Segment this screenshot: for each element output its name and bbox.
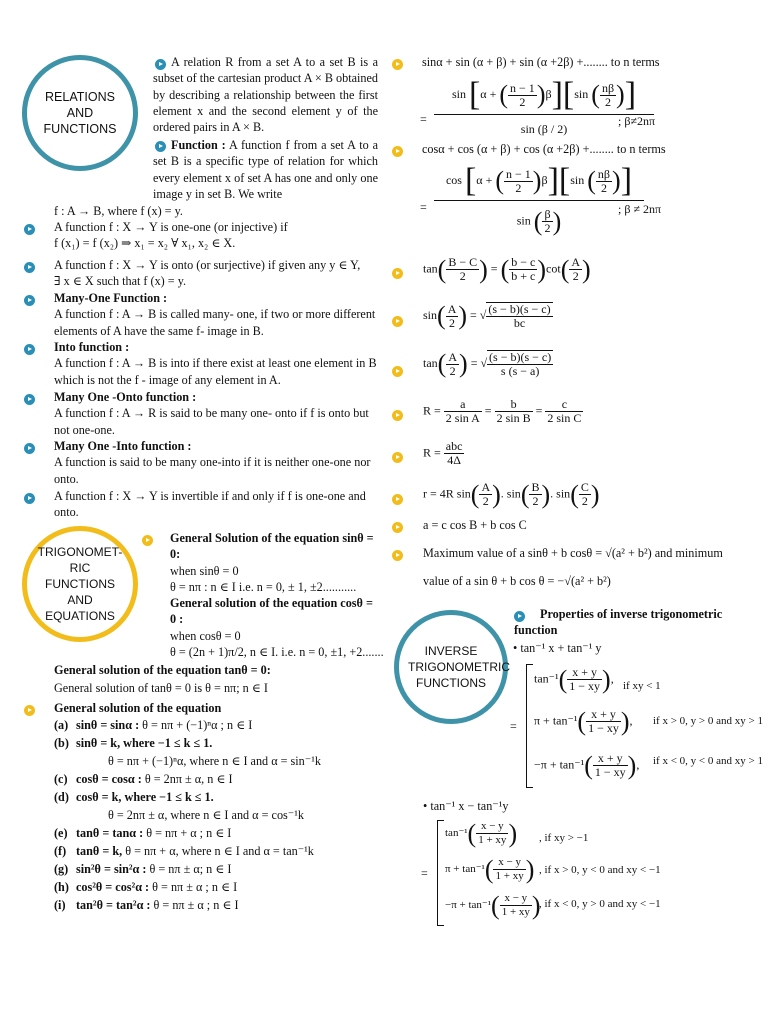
one-one-def: A function f : X → Y is one-one (or injective) if [54,220,288,234]
bullet-icon [392,494,403,505]
into-title: Into function : [54,340,130,354]
bullet-icon [24,705,35,716]
many-one-into-title: Many One -Into function : [54,439,192,453]
bullet-icon [392,550,403,561]
sin-zero-block [170,530,384,660]
tan-sum-cases: = tan⁻¹( $\frac{x + y}{1 - xy}$ ), if xy < 1 π + tan⁻¹( $\frac{x + y}{1 - xy}$ ), if x > 0, y > 0 and xy > 1 −π + tan⁻¹( $\frac{x + y}{1 - xy}$ ), if x < 0, y < 0 and xy > 1 [510,664,760,788]
sin-half-formula: sin( $\frac{A}{2}$ ) = √ $\frac{(s - b)(s - c)}{bc}$ [423,301,551,330]
many-one-block [54,290,379,339]
function-label: Function : [171,138,226,152]
bullet-icon [24,394,35,405]
general-solution-list [54,717,384,915]
many-one-onto-title: Many One -Onto function : [54,390,197,404]
function-definition [153,137,378,202]
gs-row: (i) tan²θ = tan²α : θ = nπ ± α ; n ∈ I [54,898,239,912]
gs-row: (f) tanθ = k, θ = nπ + α, where n ∈ I and α = tan⁻¹k [54,844,314,858]
into-def: A function f : A → B is into if there exist at least one element in B which is not the f - image of any element in A. [54,356,377,387]
relations-circle-title: RELATIONS AND FUNCTIONS [43,90,117,136]
gs-row: (d) cosθ = k, where −1 ≤ k ≤ 1. [54,790,214,804]
into-block [54,339,379,388]
onto-text: A function f : X → Y is onto (or surjective) if given any y ∈ Y, ∃ x ∈ X such that f (x) = y. [54,258,361,289]
one-one-text [54,219,380,252]
cos-series-title: cosα + cos (α + β) + cos (α +2β) +........ to n terms [422,142,666,156]
relations-circle [22,55,138,171]
beta-condition-2: ; β ≠ 2nπ [618,202,662,216]
tan-half-diff-formula: tan( $\frac{B - C}{2}$ ) = ( $\frac{b - c}{b + c}$ )cot( $\frac{A}{2}$ ) [423,254,591,284]
inverse-props-title: Properties of inverse trigonometric function [514,607,723,638]
trig-circle [22,526,138,642]
bullet-icon [24,443,35,454]
one-one-cond: f (x₁) = f (x₂) ⇒ x₁ = x₂ ∀ x₁, x₂ ∈ X. [54,236,236,251]
gs-row: (h) cos²θ = cos²α : θ = nπ ± α ; n ∈ I [54,880,238,894]
many-one-onto-def: A function f : A → R is said to be many one- onto if f is onto but not one-one. [54,406,369,437]
tan-half-formula: tan( $\frac{A}{2}$ ) = √ $\frac{(s - b)(s - c)}{s (s - a)}$ [423,349,552,378]
gs-row: (g) sin²θ = sin²α : θ = nπ ± α; n ∈ I [54,862,232,876]
gs-row: (e) tanθ = tanα : θ = nπ + α ; n ∈ I [54,826,232,840]
many-one-def: A function f : A → B is called many- one, if two or more different elements of A have the same f- image in B. [54,307,376,338]
bullet-icon [392,316,403,327]
tan-diff-cases: = tan⁻¹( $\frac{x - y}{1 + xy}$ ) , if xy > −1 π + tan⁻¹( $\frac{x - y}{1 + xy}$ ) , if x > 0, y < 0 and xy < −1 −π + tan⁻¹( $\frac{x - y}{1 + xy}$ ) , if x < 0, y > 0 and xy < −1 [421,820,721,926]
inradius-formula: r = 4R sin( $\frac{A}{2}$ ). sin( $\frac{B}{2}$ ). sin( $\frac{C}{2}$ ) [423,479,600,509]
invertible-text: A function f : X → Y is invertible if and only if f is one-one and onto. [54,489,366,520]
function-notation: f : A → B, where f (x) = y. [54,204,183,218]
bullet-icon [392,146,403,157]
tan-zero-title: General solution of the equation tanθ = 0: [54,663,271,677]
bullet-icon [392,366,403,377]
bullet-icon [142,535,153,546]
sin-zero-title: General Solution of the equation sinθ = 0: [170,531,374,562]
sin-zero-solution: θ = nπ : n ∈ I i.e. n = 0, ± 1, ±2........... [170,579,357,594]
bullet-icon [24,224,35,235]
tan-zero-solution: General solution of tanθ = 0 is θ = nπ; n ∈ I [54,681,268,695]
beta-condition-1: ; β≠2nπ [618,114,656,128]
bullet-icon [392,522,403,533]
sine-rule-formula: R = $\frac{a}{\text{2 sin A}}$ = $\frac{b}{\text{2 sin B}}$ = $\frac{c}{\text{2 sin C}}$ [423,397,582,425]
gs-row: (b) sinθ = k, where −1 ≤ k ≤ 1. [54,736,213,750]
general-solution-title: General solution of the equation [54,701,222,715]
min-value-text: value of a sin θ + b cos θ = −√(a² + b²) [423,574,611,588]
many-one-onto-block [54,389,379,438]
inverse-trig-circle [394,610,508,724]
bullet-icon [24,295,35,306]
bullet-icon [392,452,403,463]
gs-row: (a) sinθ = sinα : θ = nπ + (−1)ⁿα ; n ∈ I [54,718,253,732]
function-text: A function f from a set A to a set B is a specific type of relation for which every element x of set A has one and only one image y in set B. We write [153,138,379,201]
many-one-into-block [54,438,379,487]
tan-diff-head: • tan⁻¹ x − tan⁻¹y [423,799,509,813]
many-one-into-def: A function is said to be many one-into if it is neither one-one nor onto. [54,455,371,486]
trig-circle-title: TRIGONOMET-RIC FUNCTIONS AND EQUATIONS [37,545,123,623]
bullet-icon [392,410,403,421]
many-one-title: Many-One Function : [54,291,168,305]
bullet-icon [392,268,403,279]
sin-series-title: sinα + sin (α + β) + sin (α +2β) +........ to n terms [422,55,660,69]
tan-sum-head: • tan⁻¹ x + tan⁻¹ y [513,641,602,655]
projection-formula: a = c cos B + b cos C [423,518,527,532]
bullet-icon [24,262,35,273]
gs-row: θ = nπ + (−1)ⁿα, where n ∈ I and α = sin⁻¹k [108,754,321,768]
sin-zero-when: when sinθ = 0 [170,563,239,578]
bullet-icon [24,344,35,355]
bullet-icon [392,59,403,70]
gs-row: (c) cosθ = cosα : θ = 2nπ ± α, n ∈ I [54,772,233,786]
cos-zero-when: when cosθ = 0 [170,628,241,643]
gs-row: θ = 2nπ ± α, where n ∈ I and α = cos⁻¹k [108,808,304,822]
cos-zero-solution: θ = (2n + 1)π/2, n ∈ I. i.e. n = 0, ±1, +2....... [170,645,384,660]
bullet-icon [24,493,35,504]
inverse-circle-title: INVERSE TRIGONOMETRIC FUNCTIONS [408,644,510,690]
circumradius-formula: R = $\frac{\text{abc}}{4\Delta}$ [423,439,463,467]
relation-definition: A relation R from a set A to a set B is a subset of the cartesian product A × B obtained by describing a relationship between the first element x and the second element y of the ordered pairs in A × B. [153,55,378,135]
cos-zero-title: General solution of the equation cosθ = 0 : [170,596,373,627]
max-value-text: Maximum value of a sinθ + b cosθ = √(a² + b²) and minimum [423,546,723,560]
